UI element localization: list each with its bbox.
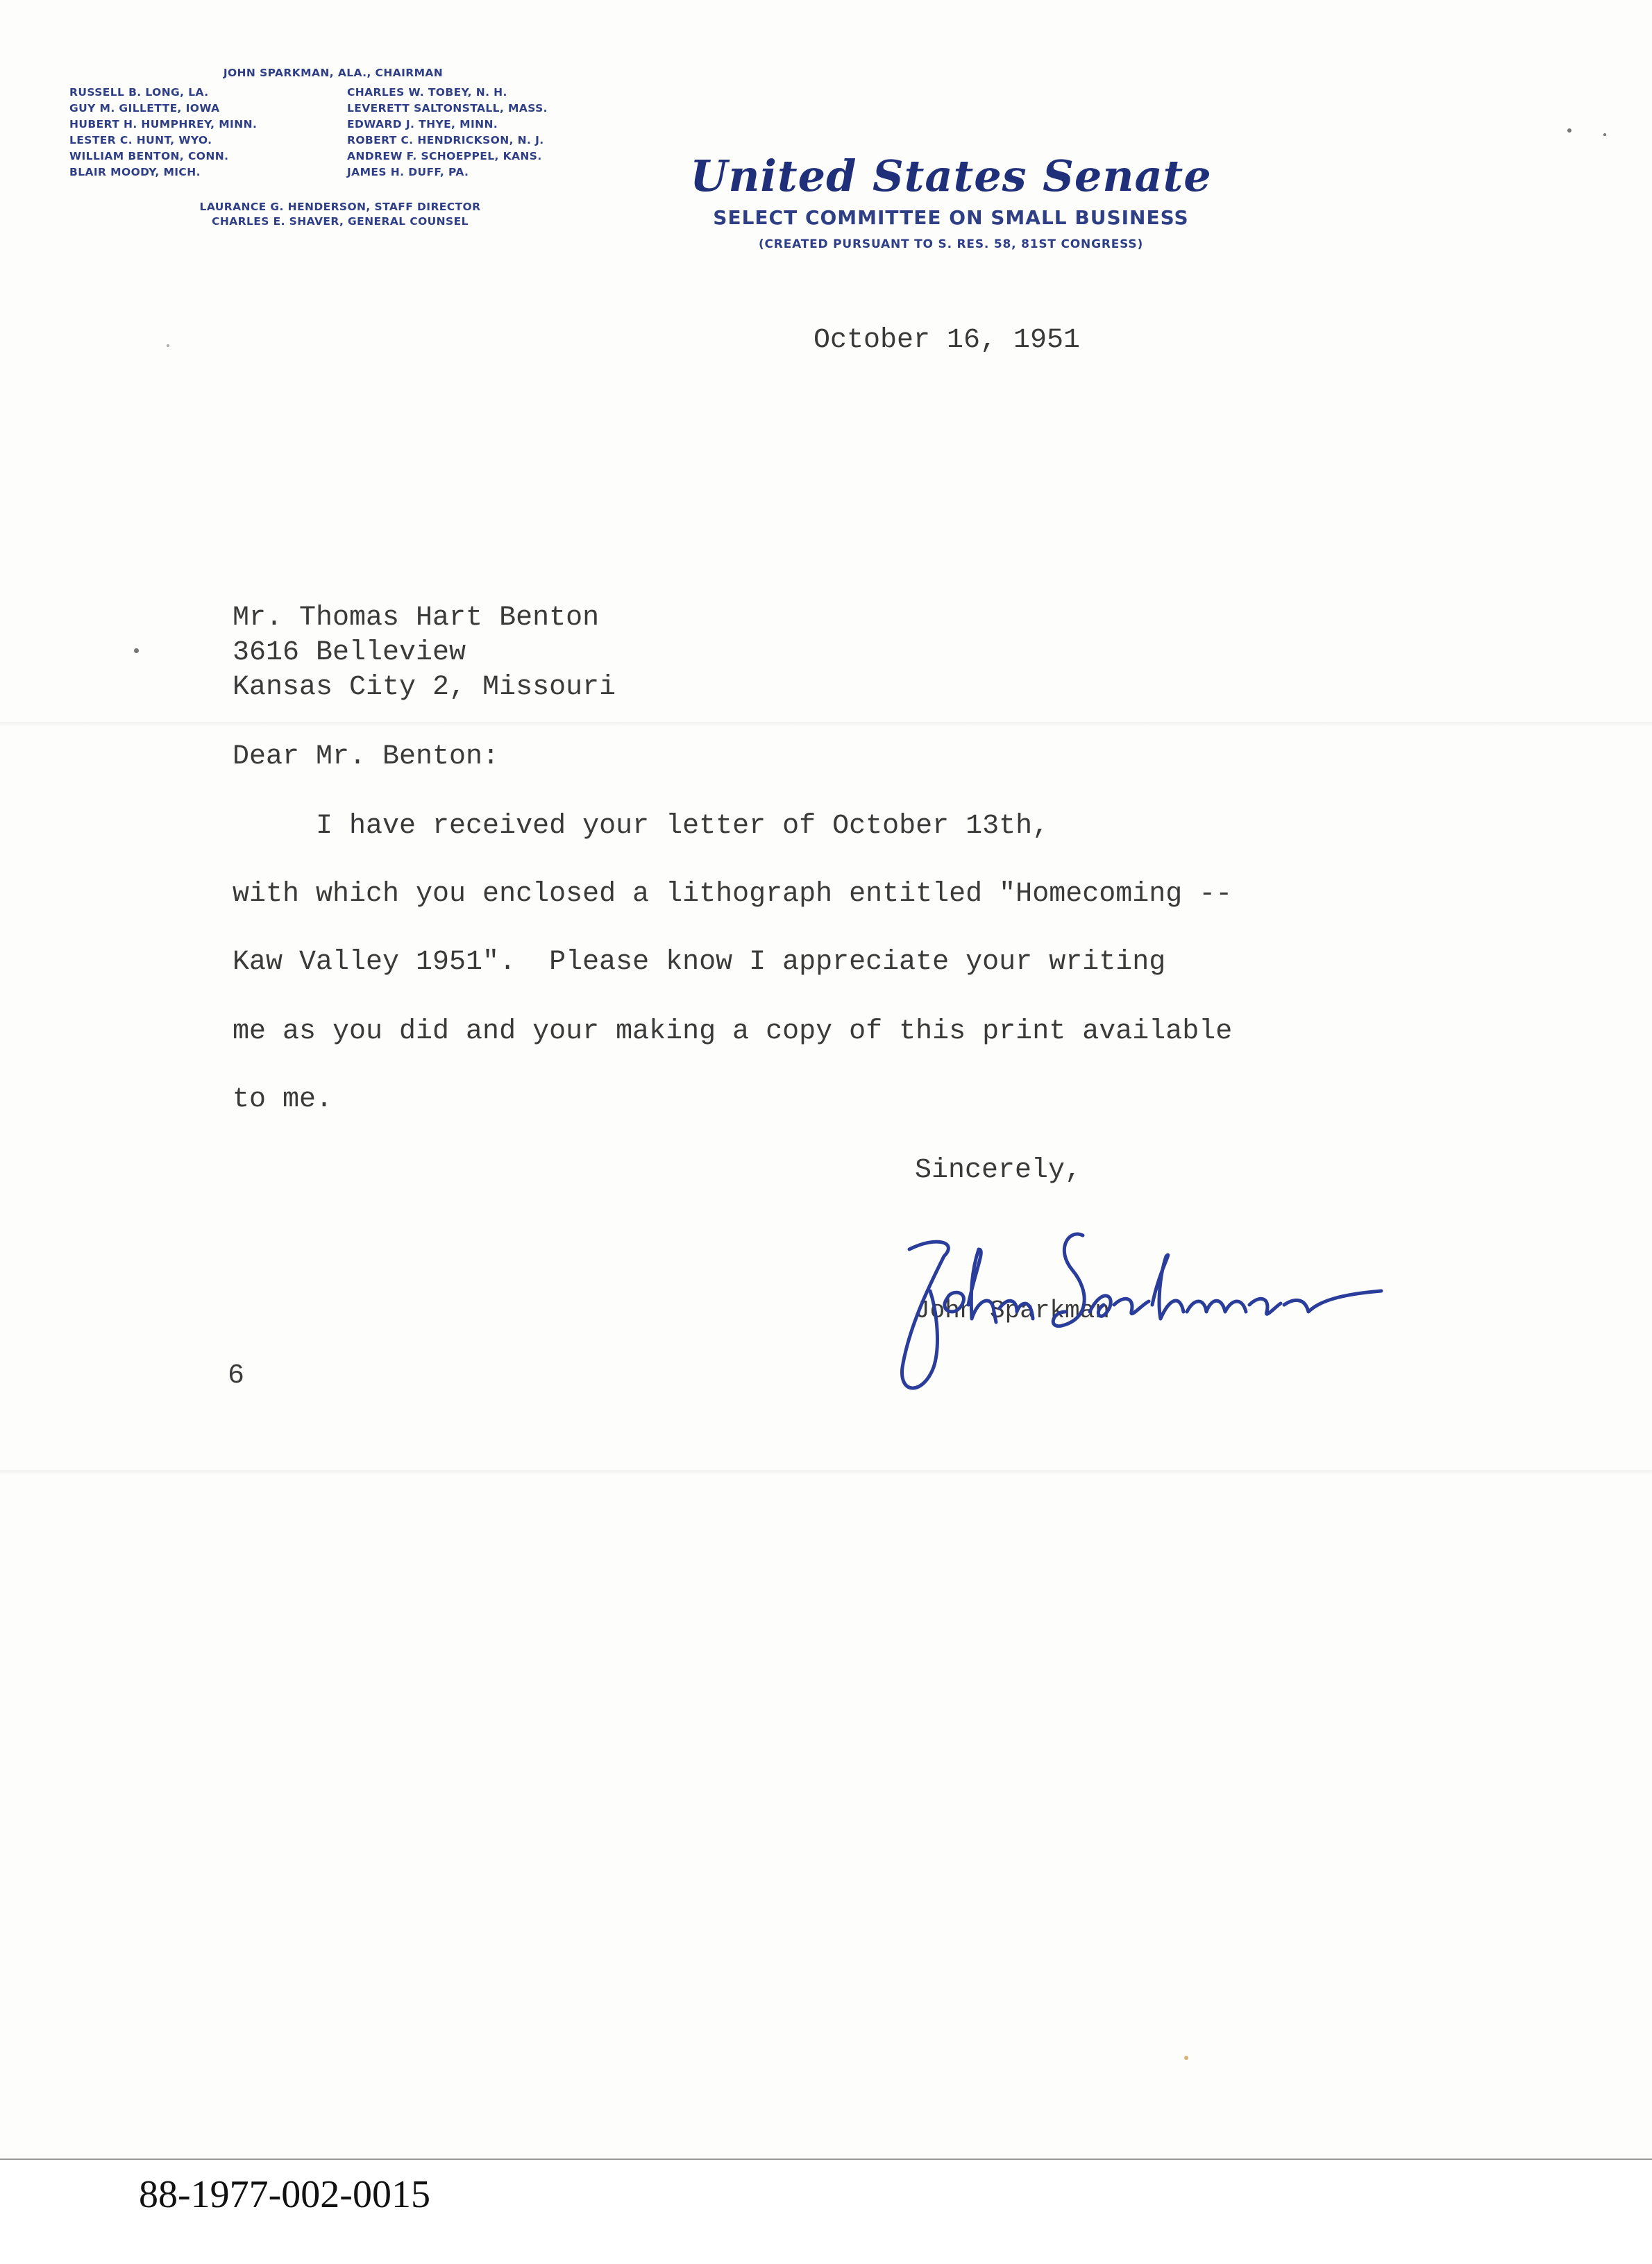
paper-speck [134,648,139,653]
member-right: CHARLES W. TOBEY, N. H. [347,86,507,99]
fold-line-upper [0,722,1652,726]
address-line-1: Mr. Thomas Hart Benton [233,602,600,634]
senate-letterhead [652,149,1249,251]
handwritten-signature [882,1208,1451,1416]
member-left: WILLIAM BENTON, CONN. [69,150,229,162]
accession-number: 88-1977-002-0015 [139,2173,430,2216]
paper-speck [167,344,169,347]
member-left: HUBERT H. HUMPHREY, MINN. [69,118,258,130]
body-line-4: me as you did and your making a copy of this print available [233,1016,1233,1047]
body-line-3: Kaw Valley 1951". Please know I appreciate your writing [233,947,1166,978]
body-line-5: to me. [233,1084,333,1115]
member-left: LESTER C. HUNT, WYO. [69,134,212,146]
staff-block [69,200,611,229]
member-left: RUSSELL B. LONG, LA. [69,86,209,99]
address-line-2: 3616 Belleview [233,637,466,668]
senate-title: United States Senate [690,151,1212,201]
member-left: GUY M. GILLETTE, IOWA [69,102,220,115]
member-right: ANDREW F. SCHOEPPEL, KANS. [347,150,542,162]
committee-name: SELECT COMMITTEE ON SMALL BUSINESS [713,206,1189,229]
address-line-3: Kansas City 2, Missouri [233,672,616,703]
committee-members-block [69,67,625,229]
staff-director: LAURANCE G. HENDERSON, STAFF DIRECTOR [199,201,481,213]
created-pursuant-line: (CREATED PURSUANT TO S. RES. 58, 81ST CONGRESS) [758,237,1144,251]
member-right: LEVERETT SALTONSTALL, MASS. [347,102,548,115]
member-right: EDWARD J. THYE, MINN. [347,118,498,130]
general-counsel: CHARLES E. SHAVER, GENERAL COUNSEL [212,215,469,228]
chairman-line: JOHN SPARKMAN, ALA., CHAIRMAN [223,67,444,79]
closing: Sincerely, [915,1155,1082,1186]
fold-line-lower [0,1470,1652,1474]
members-grid [69,86,625,179]
scan-edge-line [0,2159,1652,2160]
body-line-1: I have received your letter of October 13th, [233,811,1050,842]
letter-date: October 16, 1951 [814,325,1081,356]
member-left: BLAIR MOODY, MICH. [69,166,201,178]
paper-speck [1184,2056,1188,2060]
body-line-2: with which you enclosed a lithograph entitled "Homecoming -- [233,879,1233,910]
paper-speck [1567,128,1571,133]
enclosure-mark: 6 [228,1360,245,1392]
member-right: JAMES H. DUFF, PA. [347,166,469,178]
salutation: Dear Mr. Benton: [233,741,500,772]
typed-signature-name: John Sparkman [915,1296,1110,1325]
paper-speck [1603,133,1606,136]
member-right: ROBERT C. HENDRICKSON, N. J. [347,134,544,146]
